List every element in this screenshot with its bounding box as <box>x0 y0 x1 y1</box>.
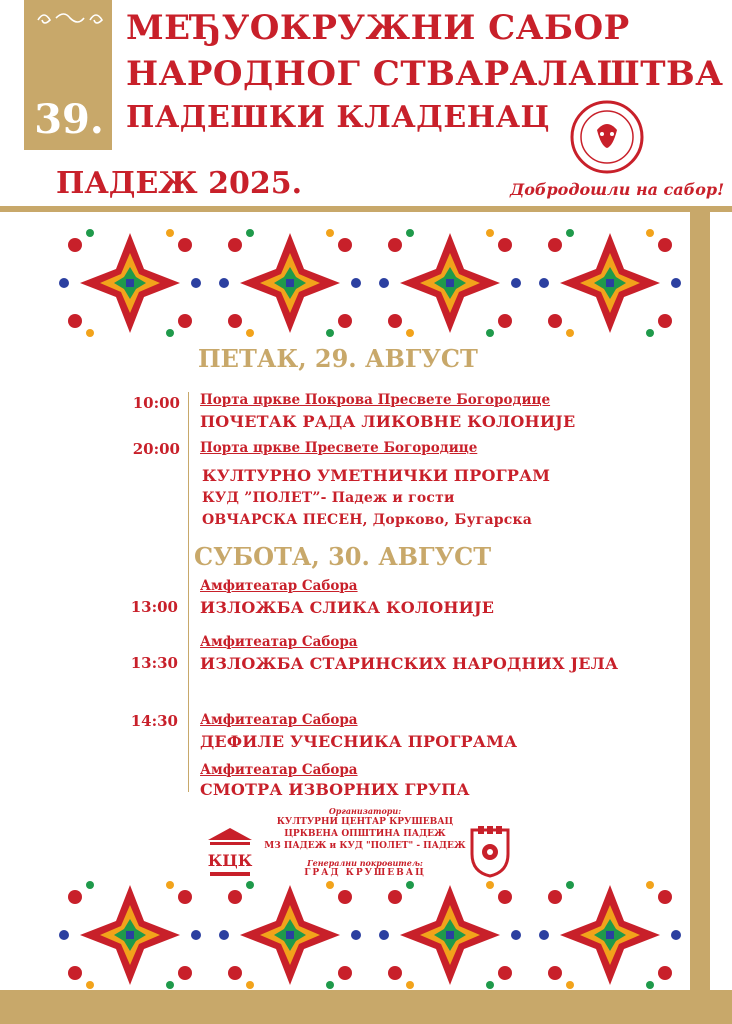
edition-number: 39. <box>34 96 104 143</box>
title-line-2: НАРОДНОГ СТВАРАЛАШТВА <box>126 54 724 94</box>
welcome-slogan: Добродошли на сабор! <box>510 180 725 199</box>
organizer-item: КУЛТУРНИ ЦЕНТАР КРУШЕВАЦ <box>276 817 454 827</box>
event-title: ПОЧЕТАК РАДА ЛИКОВНЕ КОЛОНИЈЕ <box>200 412 576 431</box>
organizer-item: МЗ ПАДЕЖ и КУД "ПОЛЕТ" - ПАДЕЖ <box>264 841 466 851</box>
timeline-rule <box>188 392 189 792</box>
event-time: 13:00 <box>130 598 178 616</box>
place-and-year: ПАДЕЖ 2025. <box>56 166 303 201</box>
culture-center-logo-icon <box>206 826 254 878</box>
embroidery-ornament-icon <box>50 880 690 990</box>
event-title: ДЕФИЛЕ УЧЕСНИКА ПРОГРАМА <box>200 732 518 751</box>
city-crest-icon <box>470 824 510 878</box>
day-heading-saturday: СУБОТА, 30. АВГУСТ <box>194 542 492 571</box>
event-title: СМОТРА ИЗВОРНИХ ГРУПА <box>200 780 470 799</box>
event-time: 13:30 <box>130 654 178 672</box>
gold-divider <box>0 206 732 212</box>
event-time: 10:00 <box>132 394 180 412</box>
embroidery-ornament-icon <box>50 228 690 338</box>
seal-icon <box>570 100 644 174</box>
event-title: ИЗЛОЖБА СЛИКА КОЛОНИЈЕ <box>200 598 495 617</box>
event-detail: ОВЧАРСКА ПЕСЕН, Дорково, Бугарска <box>202 512 533 528</box>
event-time: 20:00 <box>132 440 180 458</box>
event-detail: КУД ”ПОЛЕТ”- Падеж и гости <box>202 490 455 506</box>
gold-right-bar <box>690 206 710 1024</box>
event-venue: Порта цркве Покрова Пресвете Богородице <box>200 392 551 408</box>
event-venue: Амфитеатар Сабора <box>200 712 358 728</box>
title-line-1: МЕЂУОКРУЖНИ САБОР <box>126 8 630 48</box>
event-venue: Амфитеатар Сабора <box>200 578 358 594</box>
organizer-item: ЦРКВЕНА ОПШТИНА ПАДЕЖ <box>284 829 446 839</box>
event-venue: Амфитеатар Сабора <box>200 762 358 778</box>
swirl-ornament-icon <box>34 8 106 28</box>
sponsor-name: ГРАД КРУШЕВАЦ <box>304 868 426 878</box>
event-title: ИЗЛОЖБА СТАРИНСКИХ НАРОДНИХ ЈЕЛА <box>200 654 619 673</box>
day-heading-friday: ПЕТАК, 29. АВГУСТ <box>198 344 478 373</box>
event-title: КУЛТУРНО УМЕТНИЧКИ ПРОГРАМ <box>202 466 551 485</box>
organizers-label: Организатори: <box>328 806 402 816</box>
sponsor-label: Генерални покровитељ: <box>307 858 423 868</box>
event-venue: Амфитеатар Сабора <box>200 634 358 650</box>
title-line-3: ПАДЕШКИ КЛАДЕНАЦ <box>126 100 550 135</box>
event-time: 14:30 <box>130 712 178 730</box>
gold-bottom-bar <box>0 990 732 1024</box>
culture-center-logo-text: КЦК <box>207 851 253 870</box>
event-venue: Порта цркве Пресвете Богородице <box>200 440 478 456</box>
